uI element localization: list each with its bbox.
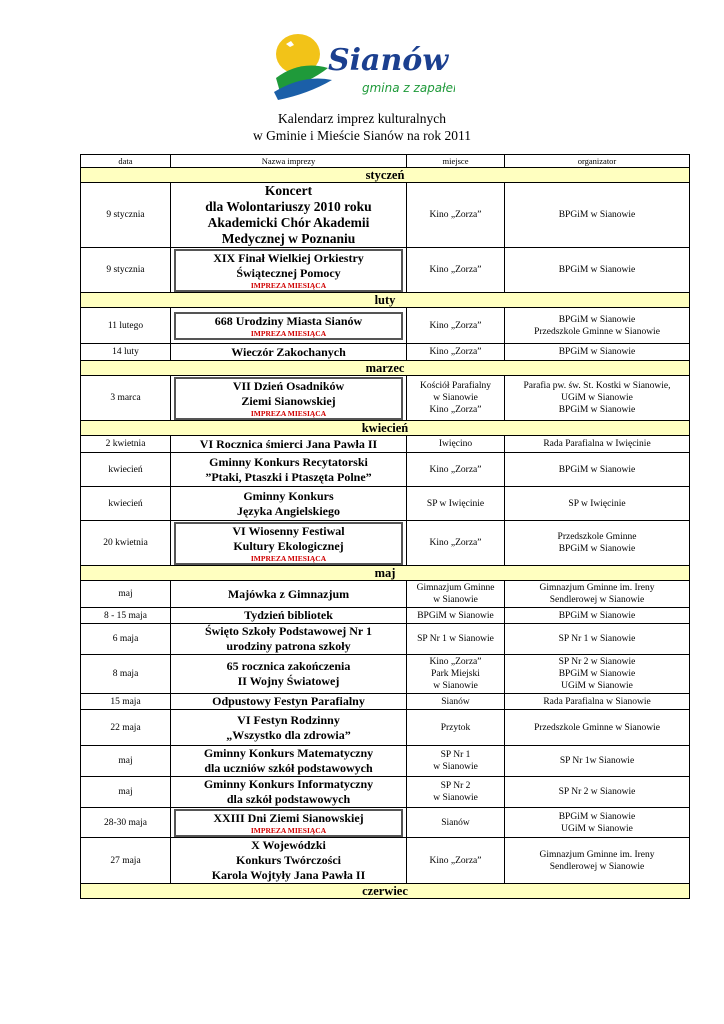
event-organizer [505,746,690,777]
event-name-line: VI Festyn Rodzinny [237,712,340,727]
event-name [171,838,407,884]
event-organizer [505,344,690,361]
event-name-line: Kultury Ekologicznej [233,539,344,553]
event-name [171,608,407,624]
event-name-line: 65 rocznica zakończenia [226,659,351,673]
event-of-month-tag: IMPREZA MIESIĄCA [250,554,327,563]
event-date: 3 marca [81,376,171,421]
event-name-line: dla Wolontariuszy 2010 roku [205,199,372,214]
month-row [81,884,690,899]
event-place [407,808,505,838]
event-place [407,183,505,248]
event-date: 28-30 maja [81,808,171,838]
event-organizer-line: SP Nr 2 w Sianowie [558,657,636,667]
event-name-line: Gminny Konkurs Recytatorski [209,454,368,469]
event-place [407,308,505,344]
event-name [171,777,407,808]
event-row [81,183,690,248]
event-row [81,746,690,777]
event-name-text [173,183,404,247]
event-name-text [173,587,404,602]
event-name-line: Gminny Konkurs Matematyczny [203,746,374,760]
highlight-box [174,809,403,837]
event-organizer-line: BPGiM w Sianowie [558,811,636,822]
event-name-line: XXIII Dni Ziemi Sianowskiej [213,811,364,825]
event-place [407,248,505,293]
event-row [81,521,690,566]
event-of-month-tag: IMPREZA MIESIĄCA [250,329,327,338]
event-name-line: VI Wiosenny Festiwal [232,524,345,538]
event-name-line: Tydzień bibliotek [244,608,333,622]
event-place-line: Kino „Zorza” [429,657,482,667]
event-row [81,344,690,361]
event-place [407,710,505,746]
event-organizer [505,521,690,566]
event-place [407,655,505,694]
event-place-line: BPGiM w Sianowie [417,610,494,621]
event-date: maj [81,581,171,608]
event-name [171,436,407,453]
event-row [81,777,690,808]
event-row [81,581,690,608]
event-place-line: Kino „Zorza” [429,320,482,331]
month-row [81,421,690,436]
event-place [407,521,505,566]
event-organizer [505,655,690,694]
event-name-text [173,659,404,689]
event-organizer [505,624,690,655]
event-name [171,710,407,746]
month-row [81,361,690,376]
event-name-text [173,777,404,807]
event-name-line: X Wojewódzki [251,838,326,852]
event-place-line: Przytok [440,722,471,733]
event-name [171,183,407,248]
event-name-text [173,345,404,360]
event-row [81,655,690,694]
event-place [407,344,505,361]
event-name [171,581,407,608]
event-row [81,436,690,453]
event-name-line: Akademicki Chór Akademii [207,215,370,230]
event-name-text [173,437,404,452]
event-row [81,248,690,293]
event-organizer [505,376,690,421]
event-name [171,453,407,487]
event-name [171,694,407,710]
event-organizer-line: BPGiM w Sianowie [558,405,636,415]
event-name-line: Karola Wojtyły Jana Pawła II [211,868,366,882]
event-date: 2 kwietnia [81,436,171,453]
event-place [407,608,505,624]
event-organizer [505,608,690,624]
event-name [171,308,407,344]
event-name-line: Odpustowy Festyn Parafialny [212,694,365,708]
event-place [407,487,505,521]
event-date: 22 maja [81,710,171,746]
event-date: 8 - 15 maja [81,608,171,624]
event-date: 9 stycznia [81,183,171,248]
event-organizer-line: SP w Iwięcinie [568,498,626,509]
event-row [81,308,690,344]
event-name-line: II Wojny Światowej [237,674,340,688]
event-place-line: w Sianowie [433,762,478,772]
event-date: kwiecień [81,453,171,487]
event-organizer-line: BPGiM w Sianowie [558,610,636,621]
event-organizer-line: Przedszkole Gminne [557,532,637,542]
event-name-text [173,838,404,883]
events-table [80,154,690,899]
event-date: 15 maja [81,694,171,710]
event-name-line: urodziny patrona szkoły [226,639,351,653]
event-name-line: Medycznej w Poznaniu [221,231,356,246]
event-date: maj [81,777,171,808]
event-name-text [178,251,399,281]
column-header-name: Nazwa imprezy [171,155,407,168]
event-name-text [173,746,404,776]
event-name-text [173,455,404,485]
event-date: 27 maja [81,838,171,884]
event-organizer-line: BPGiM w Sianowie [558,669,636,679]
event-place-line: Kościół Parafialny [420,381,491,391]
event-name [171,655,407,694]
month-label: styczeń [81,168,690,183]
event-place-line: SP Nr 1 w Sianowie [417,634,494,644]
event-name [171,808,407,838]
event-name [171,624,407,655]
event-organizer-line: UGiM w Sianowie [561,681,633,691]
event-name-line: XIX Finał Wielkiej Orkiestry [213,251,364,265]
event-name [171,344,407,361]
month-label: maj [81,566,690,581]
event-organizer-line: Przedszkole Gminne w Sianowie [534,722,660,733]
event-organizer-line: Parafia pw. św. St. Kostki w Sianowie, [523,381,671,391]
event-organizer-line: UGiM w Sianowie [561,393,633,403]
event-name [171,487,407,521]
event-name-line: Święto Szkoły Podstawowej Nr 1 [204,624,373,638]
event-name-line: Ziemi Sianowskiej [241,394,336,408]
event-organizer [505,453,690,487]
column-header-place: miejsce [407,155,505,168]
event-place [407,746,505,777]
event-place [407,838,505,884]
event-place-line: w Sianowie [433,793,478,803]
event-row [81,624,690,655]
event-place-line: Kino „Zorza” [429,347,482,357]
event-organizer-line: BPGiM w Sianowie [558,265,636,275]
event-name-line: Koncert [264,183,313,198]
event-place-line: SP Nr 1 [440,750,471,760]
event-name-text [173,489,404,519]
event-name-line: Majówka z Gimnazjum [227,586,350,601]
event-date: maj [81,746,171,777]
event-place [407,777,505,808]
event-row [81,838,690,884]
event-name-line: Języka Angielskiego [236,503,340,518]
event-organizer-line: BPGiM w Sianowie [558,544,636,554]
month-label: luty [81,293,690,308]
month-row [81,566,690,581]
event-name-text [178,524,399,554]
event-place-line: w Sianowie [433,681,478,691]
event-organizer-line: SP Nr 1 w Sianowie [558,634,636,644]
event-place [407,453,505,487]
highlight-box [174,312,403,340]
event-date: 9 stycznia [81,248,171,293]
event-name-text [178,379,399,409]
event-of-month-tag: IMPREZA MIESIĄCA [250,409,327,418]
event-place-line: Sianów [441,696,470,707]
event-name-line: Konkurs Twórczości [235,853,341,867]
event-organizer [505,808,690,838]
svg-text:Sianów: Sianów [328,43,449,78]
highlight-box [174,522,403,565]
event-organizer-line: Przedszkole Gminne w Sianowie [534,326,660,337]
month-label: marzec [81,361,690,376]
event-organizer [505,777,690,808]
highlight-box [174,377,403,420]
event-organizer [505,694,690,710]
event-row [81,376,690,421]
event-date: 20 kwietnia [81,521,171,566]
event-organizer-line: UGiM w Sianowie [561,823,633,834]
event-organizer-line: BPGiM w Sianowie [558,210,636,220]
event-date: 8 maja [81,655,171,694]
month-label: czerwiec [81,884,690,899]
event-name-text [173,608,404,623]
event-organizer-line: SP Nr 1w Sianowie [559,756,635,766]
event-date: 6 maja [81,624,171,655]
event-organizer [505,710,690,746]
month-label: kwiecień [81,421,690,436]
event-name-line: Gminny Konkurs [243,488,334,503]
event-place-line: SP Nr 2 [440,781,471,791]
event-place-line: w Sianowie [433,595,478,605]
event-organizer-line: BPGiM w Sianowie [558,347,636,357]
event-name-text [178,314,399,329]
event-name-line: dla uczniów szkół podstawowych [204,761,373,775]
event-place-line: Iwięcino [438,439,473,449]
event-place [407,694,505,710]
column-header-organizer: organizator [505,155,690,168]
event-of-month-tag: IMPREZA MIESIĄCA [250,281,327,290]
document-title-line2: w Gminie i Mieście Sianów na rok 2011 [252,128,472,143]
event-place-line: Sianów [441,817,470,828]
event-place-line: Kino „Zorza” [429,265,482,275]
event-place-line: Gimnazjum Gminne [416,583,495,593]
event-date: 14 luty [81,344,171,361]
event-organizer-line: Sendlerowej w Sianowie [549,861,645,872]
event-name [171,746,407,777]
event-place-line: SP w Iwięcinie [426,498,485,509]
event-name [171,521,407,566]
event-name-line: Świątecznej Pomocy [236,266,341,280]
month-row [81,168,690,183]
event-place-line: Kino „Zorza” [429,405,482,415]
event-name-line: „Wszystko dla zdrowia” [226,727,351,742]
event-organizer-line: Gimnazjum Gminne im. Ireny [539,583,655,593]
event-name-text [173,694,404,709]
event-name-text [173,624,404,654]
event-name [171,248,407,293]
event-organizer [505,487,690,521]
event-organizer-line: BPGiM w Sianowie [558,314,636,325]
event-place-line: Kino „Zorza” [429,210,482,220]
event-organizer-line: Rada Parafialna w Iwięcinie [543,439,651,449]
event-name-line: dla szkół podstawowych [226,792,351,806]
event-of-month-tag: IMPREZA MIESIĄCA [250,826,327,835]
event-organizer-line: SP Nr 2 w Sianowie [558,787,636,797]
table-header-row [81,155,690,168]
event-name-text [173,713,404,743]
event-place-line: w Sianowie [433,393,478,403]
event-organizer [505,581,690,608]
event-date: 11 lutego [81,308,171,344]
event-name-line: VI Rocznica śmierci Jana Pawła II [199,436,378,451]
event-place-line: Kino „Zorza” [429,855,482,866]
event-place [407,436,505,453]
event-organizer-line: BPGiM w Sianowie [558,464,636,475]
event-name-line: ”Ptaki, Ptaszki i Ptaszęta Polne” [205,469,372,484]
event-name-line: Wieczór Zakochanych [231,344,346,359]
event-organizer [505,838,690,884]
event-date: kwiecień [81,487,171,521]
svg-text:gmina z zapałem: gmina z zapałem [362,81,455,95]
event-organizer-line: Rada Parafialna w Sianowie [543,696,651,707]
event-place [407,581,505,608]
highlight-box [174,249,403,292]
event-row [81,710,690,746]
event-name-line: Gminny Konkurs Informatyczny [203,777,374,791]
event-row [81,608,690,624]
event-organizer [505,308,690,344]
event-name-line: 668 Urodziny Miasta Sianów [214,314,363,328]
event-organizer [505,436,690,453]
column-header-date: data [81,155,171,168]
event-organizer [505,183,690,248]
event-organizer-line: Gimnazjum Gminne im. Ireny [539,849,655,860]
event-name [171,376,407,421]
event-name-line: VII Dzień Osadników [232,379,345,393]
event-row [81,808,690,838]
event-row [81,453,690,487]
event-organizer-line: Sendlerowej w Sianowie [549,595,645,605]
month-row [81,293,690,308]
event-row [81,487,690,521]
event-place-line: Kino „Zorza” [429,538,482,548]
sianow-logo [270,30,455,102]
event-place [407,376,505,421]
event-place-line: Kino „Zorza” [429,464,482,475]
event-name-text [178,811,399,826]
document-title-line1: Kalendarz imprez kulturalnych [278,111,446,126]
event-organizer [505,248,690,293]
event-place [407,624,505,655]
event-place-line: Park Miejski [431,669,480,679]
event-row [81,694,690,710]
